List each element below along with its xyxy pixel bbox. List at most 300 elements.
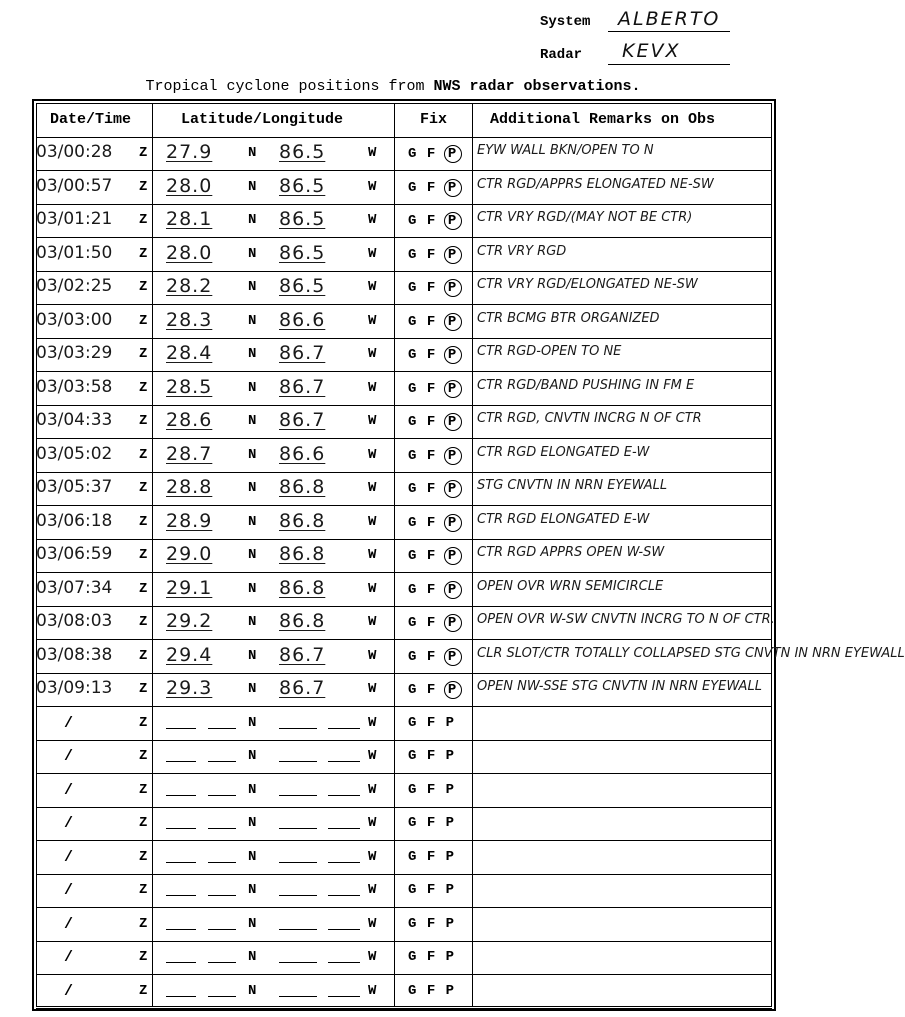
west-label: W (368, 949, 377, 965)
fix-p-circled: P (444, 514, 462, 532)
longitude-value: 86.8 (279, 577, 326, 599)
zulu-label: Z (139, 547, 148, 563)
longitude-value: 86.5 (279, 141, 326, 163)
radar-label: Radar (540, 47, 583, 63)
zulu-label: Z (139, 514, 148, 530)
fix-options (408, 179, 462, 197)
longitude-value: 86.8 (279, 610, 326, 632)
latitude-value: 28.3 (166, 309, 213, 331)
fix-options (408, 715, 455, 731)
blank-underline (279, 895, 317, 896)
blank-underline (208, 828, 236, 829)
fix-g: G (408, 180, 427, 196)
north-label: N (248, 882, 257, 898)
fix-f: F (426, 782, 446, 798)
west-label: W (368, 815, 377, 831)
fix-g: G (408, 314, 427, 330)
west-label: W (368, 279, 377, 295)
zulu-label: Z (139, 681, 148, 697)
zulu-label: Z (139, 480, 148, 496)
remark-text: CTR RGD ELONGATED E-W (477, 445, 650, 460)
datetime-slash: / (64, 782, 74, 799)
datetime-value: 03/01:50 (36, 243, 113, 263)
blank-underline (279, 828, 317, 829)
north-label: N (248, 547, 257, 563)
zulu-label: Z (139, 380, 148, 396)
blank-underline (279, 929, 317, 930)
fix-g: G (408, 481, 427, 497)
system-value: ALBERTO (618, 8, 721, 30)
west-label: W (368, 715, 377, 731)
west-label: W (368, 480, 377, 496)
fix-g: G (408, 815, 427, 831)
fix-options (408, 547, 462, 565)
table-row (36, 740, 772, 773)
blank-underline (166, 795, 196, 796)
fix-g: G (408, 548, 427, 564)
datetime-value: 03/05:37 (36, 477, 113, 497)
blank-underline (208, 929, 236, 930)
north-label: N (248, 782, 257, 798)
table-row (36, 171, 772, 204)
fix-options (408, 782, 455, 798)
fix-options (408, 648, 462, 666)
remark-text: OPEN NW-SSE STG CNVTN IN NRN EYEWALL (477, 679, 762, 694)
north-label: N (248, 447, 257, 463)
west-label: W (368, 547, 377, 563)
blank-underline (328, 761, 360, 762)
longitude-value: 86.5 (279, 275, 326, 297)
fix-options (408, 413, 462, 431)
datetime-value: 03/03:58 (36, 377, 113, 397)
datetime-value: 03/08:38 (36, 645, 113, 665)
system-label: System (540, 14, 591, 30)
table-row (36, 204, 772, 237)
fix-f: F (426, 481, 446, 497)
fix-f: F (426, 815, 446, 831)
fix-options (408, 145, 462, 163)
north-label: N (248, 380, 257, 396)
latitude-value: 29.3 (166, 677, 213, 699)
remark-text: CTR RGD/APPRS ELONGATED NE-SW (477, 177, 714, 192)
zulu-label: Z (139, 145, 148, 161)
north-label: N (248, 246, 257, 262)
blank-underline (208, 862, 236, 863)
fix-g: G (408, 582, 427, 598)
fix-g: G (408, 916, 427, 932)
remark-text: OPEN OVR WRN SEMICIRCLE (477, 579, 664, 594)
latitude-value: 28.0 (166, 242, 213, 264)
blank-underline (279, 862, 317, 863)
datetime-value: 03/09:13 (36, 678, 113, 698)
longitude-value: 86.6 (279, 443, 326, 465)
table-row (36, 707, 772, 740)
fix-g: G (408, 983, 427, 999)
remark-text: CLR SLOT/CTR TOTALLY COLLAPSED STG CNVTN IN NRN EYEWALL (477, 646, 905, 661)
fix-p-circled: P (444, 346, 462, 364)
fix-p-circled: P (444, 681, 462, 699)
latitude-value: 28.0 (166, 175, 213, 197)
north-label: N (248, 581, 257, 597)
table-row (36, 305, 772, 338)
west-label: W (368, 413, 377, 429)
fix-p-circled: P (444, 380, 462, 398)
west-label: W (368, 882, 377, 898)
blank-underline (208, 895, 236, 896)
fix-f: F (426, 715, 446, 731)
fix-g: G (408, 949, 427, 965)
radar-value: KEVX (622, 40, 681, 62)
remark-text: STG CNVTN IN NRN EYEWALL (477, 478, 668, 493)
fix-g: G (408, 515, 427, 531)
blank-underline (328, 929, 360, 930)
datetime-slash: / (64, 983, 74, 1000)
fix-p: P (445, 983, 456, 999)
blank-underline (208, 761, 236, 762)
latitude-value: 28.8 (166, 476, 213, 498)
fix-options (408, 279, 462, 297)
north-label: N (248, 983, 257, 999)
datetime-value: 03/06:59 (36, 544, 113, 564)
system-underline (608, 31, 730, 32)
fix-options (408, 916, 455, 932)
blank-underline (328, 828, 360, 829)
page-caption (0, 78, 786, 95)
fix-options (408, 983, 455, 999)
zulu-label: Z (139, 782, 148, 798)
fix-p-circled: P (444, 413, 462, 431)
blank-underline (208, 728, 236, 729)
fix-p-circled: P (444, 145, 462, 163)
fix-options (408, 681, 462, 699)
zulu-label: Z (139, 313, 148, 329)
remark-text: CTR VRY RGD/(MAY NOT BE CTR) (477, 210, 693, 225)
fix-options (408, 447, 462, 465)
fix-f: F (426, 213, 446, 229)
blank-underline (166, 828, 196, 829)
table-row (36, 941, 772, 974)
north-label: N (248, 145, 257, 161)
latitude-value: 28.9 (166, 510, 213, 532)
zulu-label: Z (139, 413, 148, 429)
north-label: N (248, 413, 257, 429)
zulu-label: Z (139, 179, 148, 195)
datetime-slash: / (64, 748, 74, 765)
zulu-label: Z (139, 346, 148, 362)
datetime-value: 03/03:00 (36, 310, 113, 330)
fix-f: F (426, 280, 446, 296)
caption-bold: NWS radar observations. (433, 78, 641, 95)
west-label: W (368, 614, 377, 630)
caption-prefix: Tropical cyclone positions from (145, 78, 434, 95)
fix-f: F (426, 682, 446, 698)
datetime-value: 03/00:28 (36, 142, 113, 162)
remark-text: OPEN OVR W-SW CNVTN INCRG TO N OF CTR. (477, 612, 775, 627)
fix-p-circled: P (444, 581, 462, 599)
blank-underline (328, 895, 360, 896)
fix-options (408, 581, 462, 599)
blank-underline (166, 728, 196, 729)
latitude-value: 28.4 (166, 342, 213, 364)
zulu-label: Z (139, 983, 148, 999)
fix-f: F (426, 414, 446, 430)
datetime-slash: / (64, 815, 74, 832)
zulu-label: Z (139, 614, 148, 630)
west-label: W (368, 849, 377, 865)
latitude-value: 29.0 (166, 543, 213, 565)
fix-f: F (426, 949, 446, 965)
table-row (36, 472, 772, 505)
table-row (36, 238, 772, 271)
fix-g: G (408, 715, 427, 731)
datetime-slash: / (64, 882, 74, 899)
north-label: N (248, 715, 257, 731)
west-label: W (368, 380, 377, 396)
fix-options (408, 949, 455, 965)
latitude-value: 28.5 (166, 376, 213, 398)
fix-f: F (426, 347, 446, 363)
fix-g: G (408, 146, 427, 162)
zulu-label: Z (139, 212, 148, 228)
blank-underline (279, 962, 317, 963)
table-row (36, 506, 772, 539)
fix-options (408, 212, 462, 230)
datetime-value: 03/07:34 (36, 578, 113, 598)
fix-f: F (426, 748, 446, 764)
fix-f: F (426, 849, 446, 865)
fix-f: F (426, 582, 446, 598)
table-row (36, 137, 772, 170)
datetime-value: 03/06:18 (36, 511, 113, 531)
longitude-value: 86.7 (279, 677, 326, 699)
fix-f: F (426, 381, 446, 397)
longitude-value: 86.5 (279, 242, 326, 264)
fix-f: F (426, 247, 446, 263)
fix-p: P (445, 949, 456, 965)
fix-p-circled: P (444, 179, 462, 197)
west-label: W (368, 246, 377, 262)
col-header-remarks: Additional Remarks on Obs (490, 111, 716, 128)
north-label: N (248, 346, 257, 362)
west-label: W (368, 447, 377, 463)
datetime-value: 03/05:02 (36, 444, 113, 464)
fix-f: F (426, 615, 446, 631)
remark-text: CTR VRY RGD/ELONGATED NE-SW (477, 277, 698, 292)
blank-underline (208, 962, 236, 963)
datetime-slash: / (64, 715, 74, 732)
zulu-label: Z (139, 815, 148, 831)
datetime-slash: / (64, 916, 74, 933)
zulu-label: Z (139, 648, 148, 664)
blank-underline (279, 795, 317, 796)
table-row (36, 606, 775, 639)
fix-options (408, 882, 455, 898)
fix-g: G (408, 682, 427, 698)
table-row (36, 539, 772, 572)
longitude-value: 86.7 (279, 342, 326, 364)
north-label: N (248, 849, 257, 865)
west-label: W (368, 212, 377, 228)
zulu-label: Z (139, 748, 148, 764)
fix-options (408, 748, 455, 764)
table-row (36, 271, 772, 304)
latitude-value: 27.9 (166, 141, 213, 163)
fix-f: F (426, 649, 446, 665)
fix-options (408, 480, 462, 498)
datetime-slash: / (64, 849, 74, 866)
fix-g: G (408, 649, 427, 665)
latitude-value: 29.2 (166, 610, 213, 632)
table-row (36, 405, 772, 438)
west-label: W (368, 581, 377, 597)
fix-p-circled: P (444, 447, 462, 465)
radar-underline (608, 64, 730, 65)
row-divider (36, 1008, 772, 1009)
fix-p-circled: P (444, 547, 462, 565)
zulu-label: Z (139, 279, 148, 295)
blank-underline (328, 728, 360, 729)
north-label: N (248, 212, 257, 228)
longitude-value: 86.7 (279, 644, 326, 666)
north-label: N (248, 648, 257, 664)
fix-p: P (445, 849, 456, 865)
zulu-label: Z (139, 447, 148, 463)
fix-p-circled: P (444, 212, 462, 230)
longitude-value: 86.5 (279, 175, 326, 197)
longitude-value: 86.6 (279, 309, 326, 331)
fix-f: F (426, 983, 446, 999)
datetime-value: 03/03:29 (36, 343, 113, 363)
remark-text: CTR RGD APPRS OPEN W-SW (477, 545, 665, 560)
col-header-fix: Fix (420, 111, 448, 128)
table-row (36, 874, 772, 907)
fix-p: P (445, 782, 456, 798)
latitude-value: 29.4 (166, 644, 213, 666)
remark-text: CTR RGD-OPEN TO NE (477, 344, 622, 359)
remark-text: CTR RGD ELONGATED E-W (477, 512, 650, 527)
latitude-value: 28.2 (166, 275, 213, 297)
north-label: N (248, 916, 257, 932)
fix-p: P (445, 748, 456, 764)
north-label: N (248, 179, 257, 195)
north-label: N (248, 279, 257, 295)
table-row (36, 640, 905, 673)
fix-p: P (445, 715, 456, 731)
fix-options (408, 815, 455, 831)
blank-underline (279, 728, 317, 729)
fix-options (408, 346, 462, 364)
fix-p-circled: P (444, 648, 462, 666)
zulu-label: Z (139, 715, 148, 731)
remark-text: CTR RGD/BAND PUSHING IN FM E (477, 378, 695, 393)
remark-text: CTR RGD, CNVTN INCRG N OF CTR (477, 411, 702, 426)
north-label: N (248, 748, 257, 764)
blank-underline (279, 996, 317, 997)
table-row (36, 338, 772, 371)
blank-underline (166, 895, 196, 896)
zulu-label: Z (139, 849, 148, 865)
datetime-value: 03/08:03 (36, 611, 113, 631)
blank-underline (166, 962, 196, 963)
fix-f: F (426, 548, 446, 564)
blank-underline (328, 962, 360, 963)
fix-g: G (408, 213, 427, 229)
table-row (36, 573, 772, 606)
fix-g: G (408, 849, 427, 865)
latitude-value: 28.7 (166, 443, 213, 465)
fix-options (408, 380, 462, 398)
fix-p: P (445, 815, 456, 831)
fix-options (408, 246, 462, 264)
latitude-value: 28.6 (166, 409, 213, 431)
datetime-value: 03/01:21 (36, 209, 113, 229)
fix-f: F (426, 882, 446, 898)
table-row (36, 439, 772, 472)
fix-f: F (426, 448, 446, 464)
fix-f: F (426, 314, 446, 330)
remark-text: CTR BCMG BTR ORGANIZED (477, 311, 660, 326)
fix-options (408, 614, 462, 632)
latitude-value: 28.1 (166, 208, 213, 230)
west-label: W (368, 648, 377, 664)
fix-p: P (445, 916, 456, 932)
datetime-value: 03/00:57 (36, 176, 113, 196)
fix-g: G (408, 748, 427, 764)
table-row (36, 372, 772, 405)
remark-text: CTR VRY RGD (477, 244, 567, 259)
longitude-value: 86.8 (279, 510, 326, 532)
fix-p: P (445, 882, 456, 898)
longitude-value: 86.5 (279, 208, 326, 230)
longitude-value: 86.7 (279, 409, 326, 431)
blank-underline (166, 929, 196, 930)
north-label: N (248, 313, 257, 329)
col-header-datetime: Date/Time (50, 111, 132, 128)
fix-g: G (408, 782, 427, 798)
north-label: N (248, 681, 257, 697)
north-label: N (248, 949, 257, 965)
zulu-label: Z (139, 916, 148, 932)
fix-p-circled: P (444, 313, 462, 331)
table-row (36, 807, 772, 840)
datetime-value: 03/02:25 (36, 276, 113, 296)
fix-options (408, 849, 455, 865)
west-label: W (368, 179, 377, 195)
fix-g: G (408, 347, 427, 363)
fix-p-circled: P (444, 614, 462, 632)
west-label: W (368, 782, 377, 798)
west-label: W (368, 514, 377, 530)
north-label: N (248, 514, 257, 530)
fix-p-circled: P (444, 279, 462, 297)
blank-underline (328, 862, 360, 863)
longitude-value: 86.7 (279, 376, 326, 398)
datetime-slash: / (64, 949, 74, 966)
west-label: W (368, 983, 377, 999)
table-row (36, 673, 772, 706)
fix-p-circled: P (444, 246, 462, 264)
north-label: N (248, 480, 257, 496)
col-header-latlon: Latitude/Longitude (181, 111, 344, 128)
longitude-value: 86.8 (279, 543, 326, 565)
blank-underline (279, 761, 317, 762)
fix-g: G (408, 247, 427, 263)
zulu-label: Z (139, 246, 148, 262)
north-label: N (248, 614, 257, 630)
west-label: W (368, 748, 377, 764)
west-label: W (368, 681, 377, 697)
fix-g: G (408, 615, 427, 631)
